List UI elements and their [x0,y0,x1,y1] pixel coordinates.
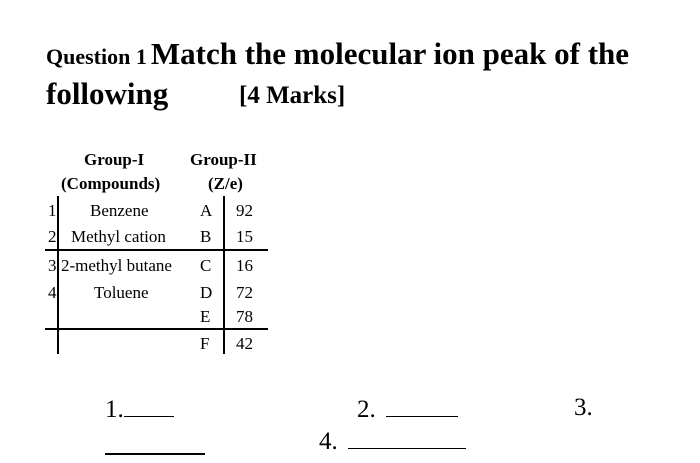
question-text-line1: Match the molecular ion peak of the [150,36,630,71]
row-1-letter: A [200,201,213,220]
row-3-letter: C [200,256,212,275]
answer-2 [357,394,458,424]
row-4-compound: Toluene [94,283,149,302]
group2-subheader: (Z/e) [208,174,243,193]
group1-subheader: (Compounds) [61,174,161,193]
table-left-border [57,196,59,354]
row-3-value: 16 [236,256,253,275]
question-text-line2: following [46,76,169,111]
question-heading [46,36,629,72]
answer-3-label: 3. [574,394,593,421]
row-4-letter: D [200,283,213,302]
question-marks: [4 Marks] [239,82,346,109]
table-rule-bottom [45,328,268,330]
row-6-value: 42 [236,334,253,353]
row-1-number: 1 [48,201,57,220]
answer-4-blank[interactable] [348,426,466,449]
row-5-letter: E [200,307,211,326]
row-2-number: 2 [48,227,57,246]
answer-1-blank[interactable] [124,394,174,417]
row-1-compound: Benzene [90,201,149,220]
row-2-letter: B [200,227,212,246]
answer-3 [574,394,593,422]
group1-header: Group-I [84,150,145,169]
row-4-value: 72 [236,283,253,302]
row-3-compound: 2-methyl butane [61,256,172,275]
answer-4-label: 4. [319,428,338,455]
answer-1 [105,394,174,424]
answer-2-blank[interactable] [386,394,458,417]
answer-1-label: 1. [105,396,124,423]
table-rule-middle [45,249,268,251]
answer-2-label: 2. [357,396,376,423]
row-2-compound: Methyl cation [71,227,166,246]
row-2-value: 15 [236,227,253,246]
answer-3-blank[interactable] [105,453,205,455]
row-1-value: 92 [236,201,253,220]
row-4-number: 4 [48,283,57,302]
group2-header: Group-II [190,150,257,169]
question-label: Question 1 [46,44,147,69]
table-column-divider [223,196,225,354]
row-6-letter: F [200,334,210,353]
answer-4 [319,426,466,456]
row-5-value: 78 [236,307,253,326]
row-3-number: 3 [48,256,57,275]
